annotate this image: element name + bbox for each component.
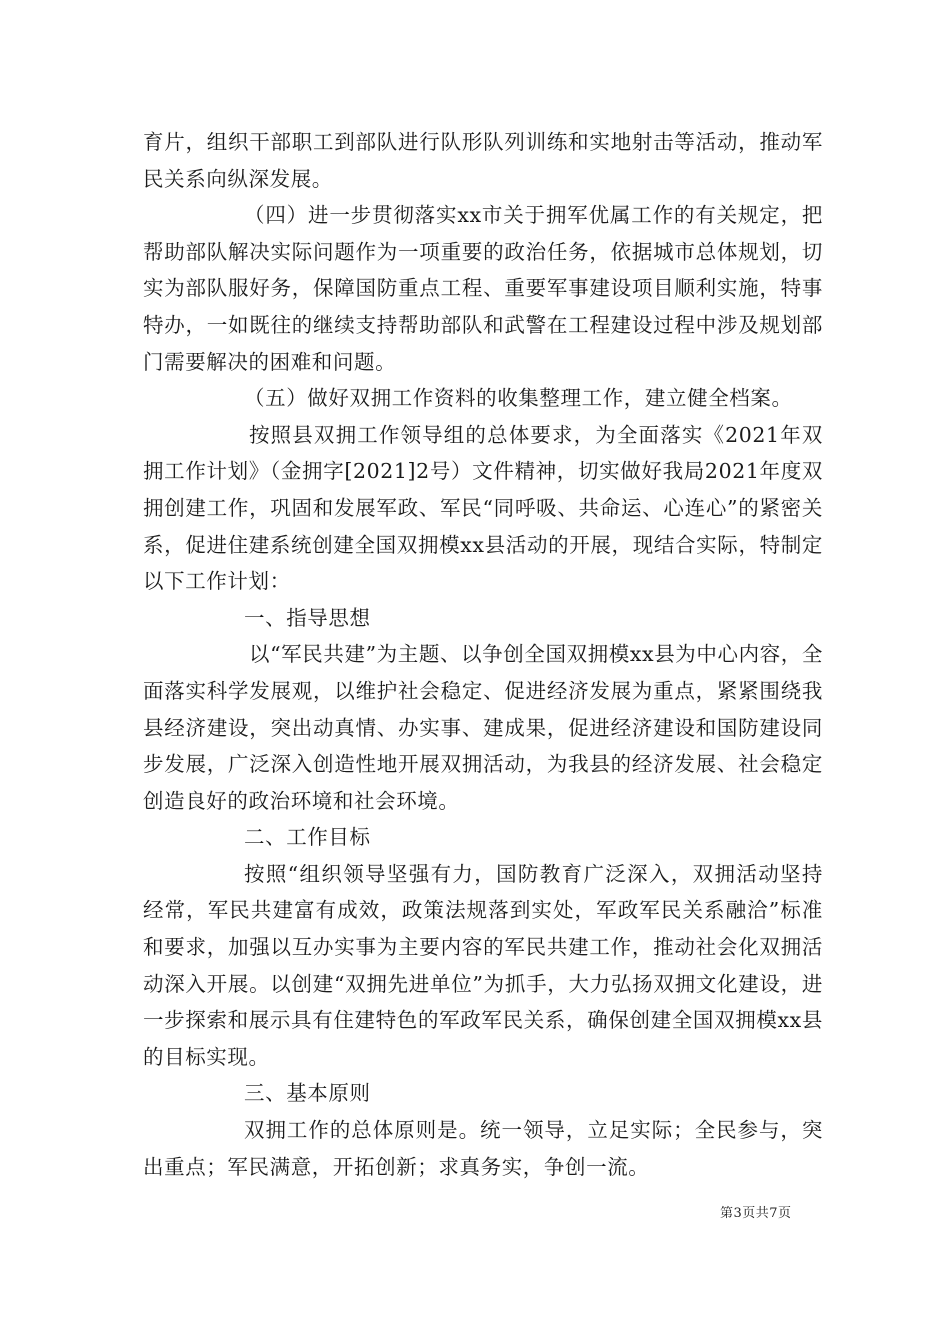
paragraph-guiding-thought: 以“军民共建”为主题、以争创全国双拥模xx县为中心内容，全面落实科学发展观，以维护社会稳定、促进经济发展为重点，紧紧围绕我县经济建设，突出动真情、办实事、建成果，促进经济建设和国防建设同步发展，广泛深入创造性地开展双拥活动，为我县的经济发展、社会稳定创造良好的政治环境和社会环境。 [143,642,823,813]
paragraph-basic-principles: 双拥工作的总体原则是。统一领导，立足实际；全民参与，突出重点；军民满意，开拓创新；求真务实，争创一流。 [143,1118,823,1179]
section-heading-guiding-thought: 一、指导思想 [244,605,371,630]
paragraph-intro: 按照县双拥工作领导组的总体要求，为全面落实《2021年双拥工作计划》（金拥字[2021]2号）文件精神，切实做好我局2021年度双拥创建工作，巩固和发展军政、军民“同呼吸、共命运、心连心”的紧密关系，促进住建系统创建全国双拥模xx县活动的开展，现结合实际，特制定以下工作计划： [143,422,823,594]
paragraph-item-four: （四）进一步贯彻落实xx市关于拥军优属工作的有关规定，把帮助部队解决实际问题作为一项重要的政治任务，依据城市总体规划，切实为部队服好务，保障国防重点工程、重要军事建设项目顺利实施，特事特办，一如既往的继续支持帮助部队和武警在工程建设过程中涉及规划部门需要解决的困难和问题。 [143,203,823,374]
paragraph-continued: 育片，组织干部职工到部队进行队形队列训练和实地射击等活动，推动军民关系向纵深发展。 [143,130,823,191]
section-heading-work-goals: 二、工作目标 [244,825,371,850]
section-heading-basic-principles: 三、基本原则 [244,1081,371,1106]
paragraph-work-goals: 按照“组织领导坚强有力，国防教育广泛深入，双拥活动坚持经常，军民共建富有成效，政策法规落到实处，军政军民关系融洽”标准和要求，加强以互办实事为主要内容的军民共建工作，推动社会化双拥活动深入开展。以创建“双拥先进单位”为抓手，大力弘扬双拥文化建设，进一步探索和展示具有住建特色的军政军民关系，确保创建全国双拥模xx县的目标实现。 [143,861,823,1069]
paragraph-item-five: （五）做好双拥工作资料的收集整理工作，建立健全档案。 [244,386,793,411]
document-body [143,124,823,1185]
page-number-footer: 第3页共7页 [720,1206,792,1221]
